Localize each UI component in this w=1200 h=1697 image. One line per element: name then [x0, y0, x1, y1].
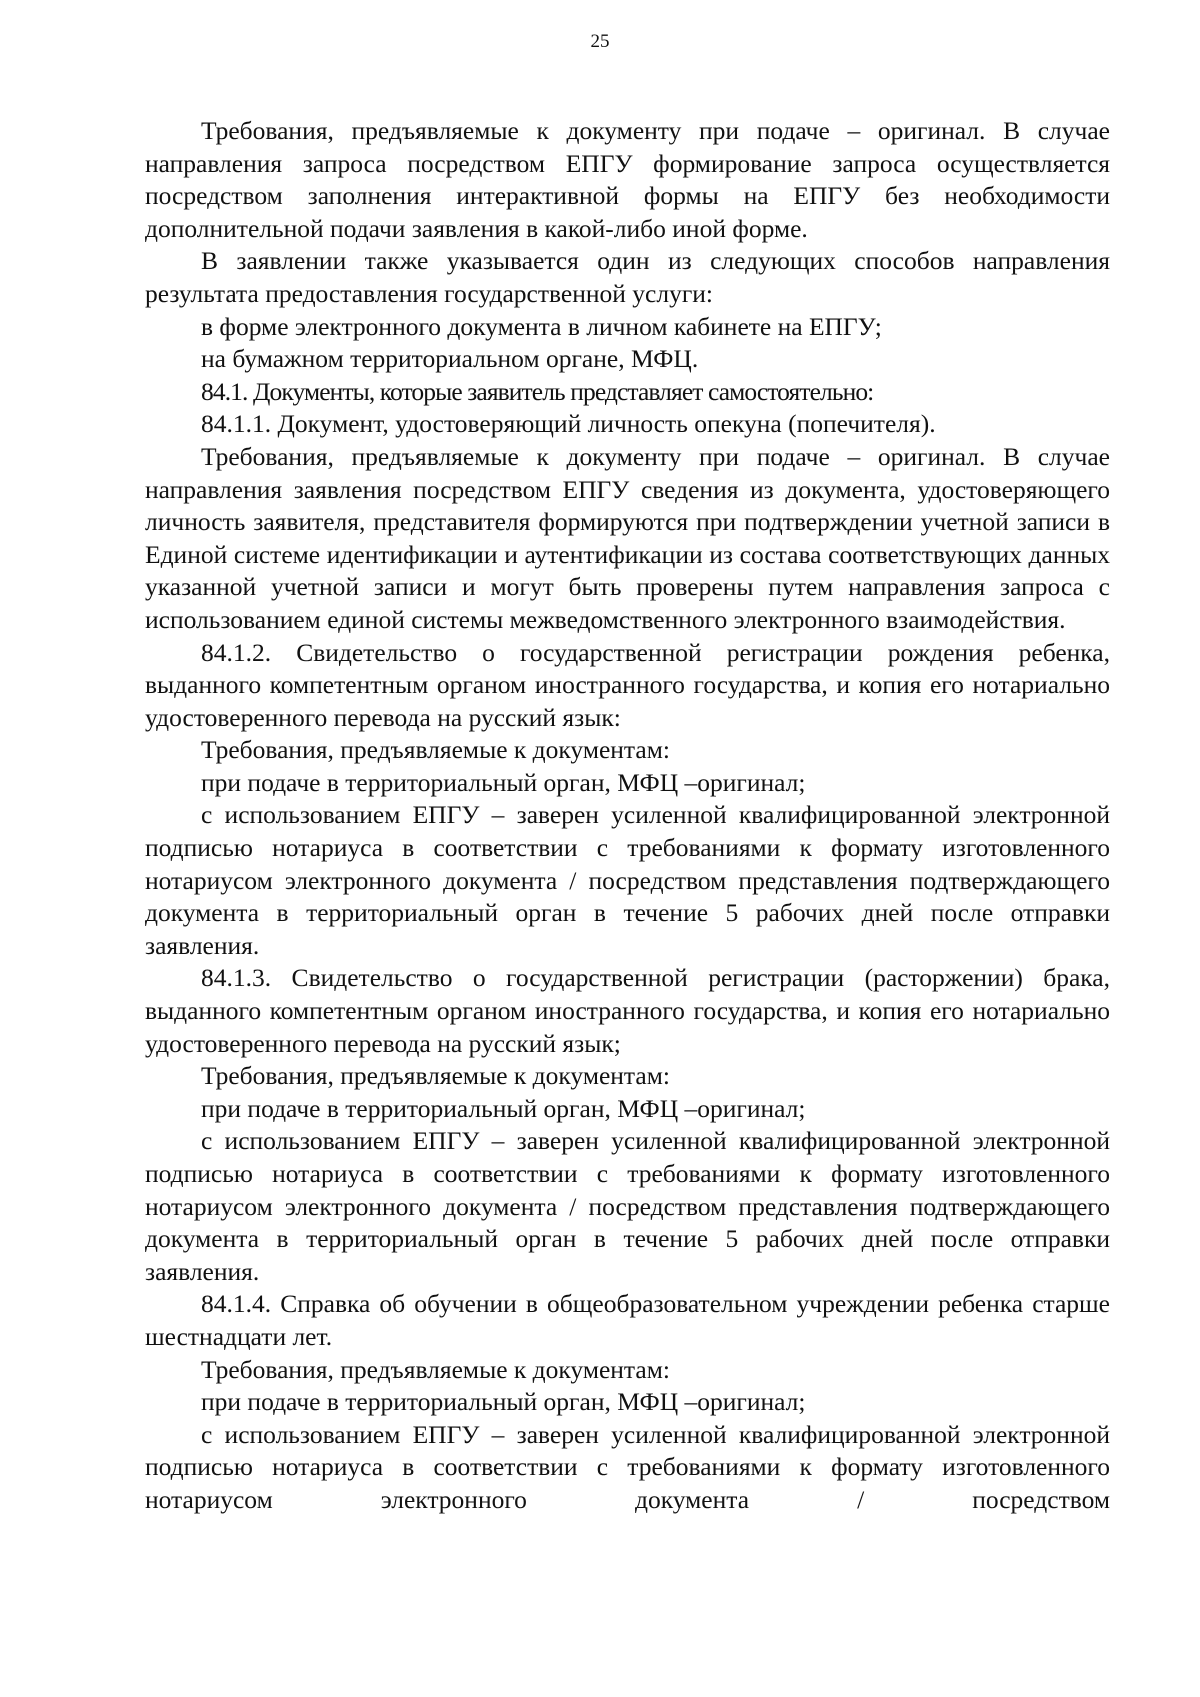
- paragraph: Требования, предъявляемые к документу при подаче – оригинал. В случае направления заявления посредством ЕПГУ сведения из документа, удостоверяющего личность заявителя, представителя формируются при подтверждении учетной записи в Единой системе идентификации и аутентификации из состава соответствующих данных указанной учетной записи и могут быть проверены путем направления запроса с использованием единой системы межведомственного электронного взаимодействия.: [145, 441, 1110, 634]
- paragraph: Требования, предъявляемые к документам:: [201, 1354, 670, 1384]
- paragraph: В заявлении также указывается один из следующих способов направления результата предоставления государственной услуги:: [145, 246, 1110, 308]
- paragraph: Требования, предъявляемые к документам:: [201, 1061, 670, 1091]
- paragraph: 84.1.4. Справка об обучении в общеобразовательном учреждении ребенка старше шестнадцати лет.: [145, 1289, 1110, 1351]
- paragraph: Требования, предъявляемые к документам:: [201, 735, 670, 765]
- document-body: [145, 115, 1110, 1517]
- paragraph: в форме электронного документа в личном кабинете на ЕПГУ;: [201, 311, 882, 341]
- section-heading: 84.1. Документы, которые заявитель представляет самостоятельно:: [201, 376, 874, 406]
- paragraph: 84.1.3. Свидетельство о государственной регистрации (расторжении) брака, выданного компетентным органом иностранного государства, и копия его нотариально удостоверенного перевода на русский язык;: [145, 963, 1110, 1058]
- paragraph: с использованием ЕПГУ – заверен усиленной квалифицированной электронной подписью нотариуса в соответствии с требованиями к формату изготовленного нотариусом электронного документа / посредством представления подтверждающего документа в территориальный орган в течение 5 рабочих дней после отправки заявления.: [145, 1126, 1110, 1286]
- paragraph: при подаче в территориальный орган, МФЦ –оригинал;: [201, 767, 806, 797]
- paragraph: на бумажном территориальном органе, МФЦ.: [201, 344, 699, 374]
- paragraph: 84.1.1. Документ, удостоверяющий личность опекуна (попечителя).: [201, 409, 936, 439]
- paragraph: 84.1.2. Свидетельство о государственной регистрации рождения ребенка, выданного компетентным органом иностранного государства, и копия его нотариально удостоверенного перевода на русский язык:: [145, 637, 1110, 732]
- paragraph: с использованием ЕПГУ – заверен усиленной квалифицированной электронной подписью нотариуса в соответствии с требованиями к формату изготовленного нотариусом электронного документа / посредством: [145, 1419, 1110, 1514]
- page-number: 25: [590, 31, 610, 52]
- paragraph: при подаче в территориальный орган, МФЦ –оригинал;: [201, 1387, 806, 1417]
- paragraph: с использованием ЕПГУ – заверен усиленной квалифицированной электронной подписью нотариуса в соответствии с требованиями к формату изготовленного нотариусом электронного документа / посредством представления подтверждающего документа в территориальный орган в течение 5 рабочих дней после отправки заявления.: [145, 800, 1110, 960]
- paragraph: при подаче в территориальный орган, МФЦ –оригинал;: [201, 1093, 806, 1123]
- paragraph: Требования, предъявляемые к документу при подаче – оригинал. В случае направления запроса посредством ЕПГУ формирование запроса осуществляется посредством заполнения интерактивной формы на ЕПГУ без необходимости дополнительной подачи заявления в какой-либо иной форме.: [145, 116, 1110, 243]
